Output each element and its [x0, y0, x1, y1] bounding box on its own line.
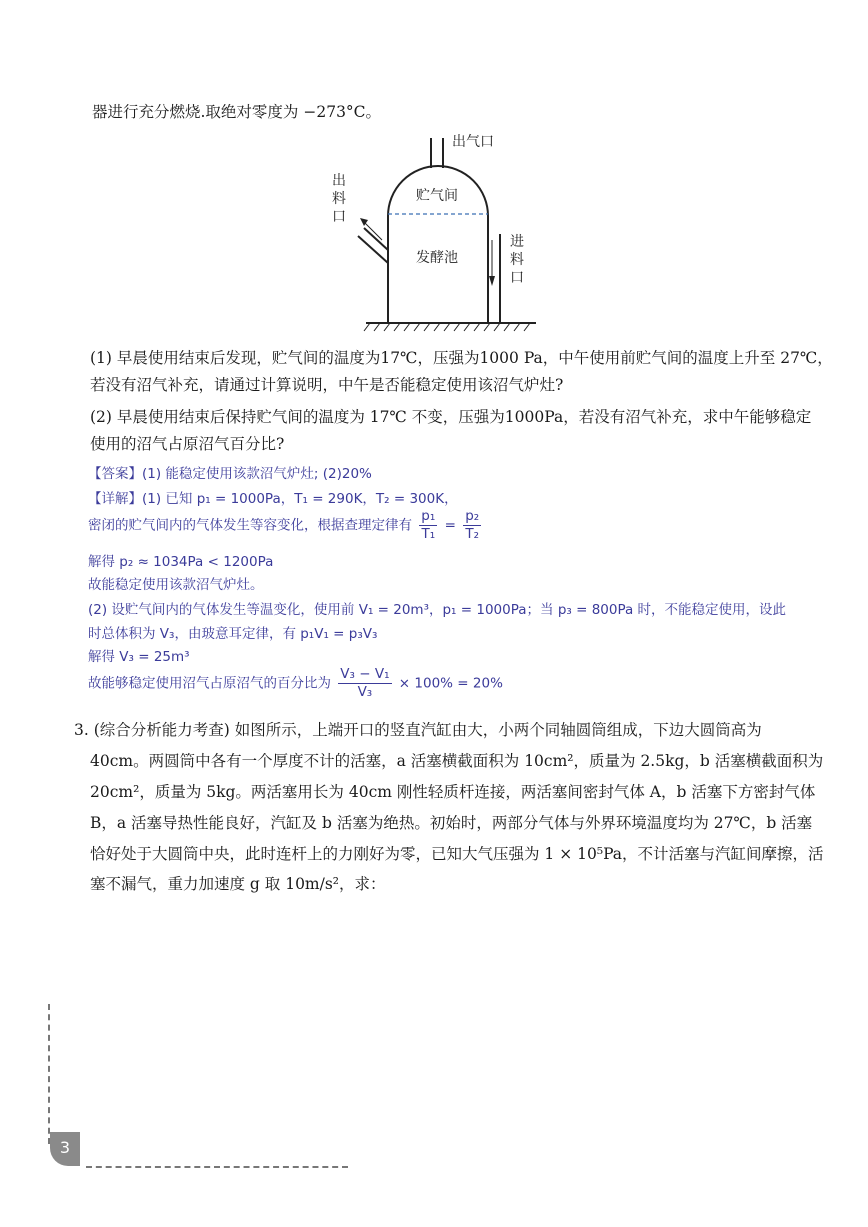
question-line-4: 使用的沼气占原沼气百分比?	[90, 435, 285, 453]
outlet-left-char-1: 出	[332, 173, 346, 189]
answer-line	[88, 462, 372, 482]
answer-text: (1) 能稳定使用该款沼气炉灶; (2)20%	[142, 466, 372, 482]
solution-line-1	[88, 487, 458, 507]
problem3-line-2: 40cm。两圆筒中各有一个厚度不计的活塞，a 活塞横截面积为 10cm²，质量为 2.5kg，b 活塞横截面积为	[90, 752, 824, 770]
charles-law-right-fraction	[463, 508, 481, 543]
answer-tag: 【答案】	[88, 466, 142, 482]
outlet-left-char-3: 口	[332, 209, 346, 225]
solution-line-8	[88, 666, 503, 701]
outlet-top-label: 出气口	[452, 134, 494, 150]
problem3-line-5: 恰好处于大圆筒中央，此时连杆上的力刚好为零，已知大气压强为 1 × 10⁵Pa，不计活塞与汽缸间摩擦，活	[90, 845, 824, 863]
biogas-digester-diagram	[330, 128, 550, 338]
percentage-fraction	[338, 666, 391, 701]
intro-text: 器进行充分燃烧.取绝对零度为 −273°C。	[92, 103, 382, 121]
f2-tail: × 100% = 20%	[398, 675, 503, 692]
storage-label: 贮气间	[416, 188, 458, 204]
f1-num-left: p₁	[421, 508, 436, 524]
problem3-line-6: 塞不漏气，重力加速度 g 取 10m/s²，求：	[90, 875, 386, 893]
question-line-1: (1) 早晨使用结束后发现，贮气间的温度为17℃，压强为1000 Pa，中午使用前贮气间的温度上升至 27℃，	[90, 349, 833, 367]
solution-line-6: 时总体积为 V₃，由玻意耳定律，有 p₁V₁ = p₃V₃	[88, 626, 378, 642]
solution-text-2: 密闭的贮气间内的气体发生等容变化，根据查理定律有	[88, 517, 412, 534]
solution-line-7: 解得 V₃ = 25m³	[88, 649, 190, 665]
inlet-right-char-2: 料	[510, 252, 524, 268]
outlet-left-char-2: 料	[332, 191, 346, 207]
problem3-line-3: 20cm²，质量为 5kg。两活塞用长为 40cm 刚性轻质杆连接，两活塞间密封气体 A，b 活塞下方密封气体	[90, 783, 816, 801]
f1-num-right: p₂	[465, 508, 480, 524]
tank-label: 发酵池	[416, 250, 458, 266]
problem3-line-1: 3. (综合分析能力考查) 如图所示，上端开口的竖直汽缸由大，小两个同轴圆筒组成，下边大圆筒高为	[74, 721, 762, 739]
charles-law-left-fraction	[419, 508, 437, 543]
inlet-right-char-1: 进	[510, 234, 524, 250]
solution-line-2	[88, 508, 484, 543]
solution-text-1: (1) 已知 p₁ = 1000Pa，T₁ = 290K，T₂ = 300K，	[142, 491, 458, 507]
solution-text-8: 故能够稳定使用沼气占原沼气的百分比为	[88, 675, 331, 692]
f2-den: V₃	[357, 684, 373, 700]
solution-line-4: 故能稳定使用该款沼气炉灶。	[88, 577, 264, 593]
page-number: 3	[50, 1132, 80, 1166]
f1-den-right: T₂	[465, 526, 480, 542]
f2-num: V₃ − V₁	[340, 666, 390, 682]
solution-line-5: (2) 设贮气间内的气体发生等温变化，使用前 V₁ = 20m³，p₁ = 1000Pa；当 p₃ = 800Pa 时，不能稳定使用，设此	[88, 602, 787, 618]
margin-dashed-line	[48, 1004, 50, 1144]
inlet-right-char-3: 口	[510, 270, 524, 286]
footer-dashed-line	[86, 1166, 348, 1168]
f1-den-left: T₁	[421, 526, 436, 542]
solution-line-3: 解得 p₂ ≈ 1034Pa < 1200Pa	[88, 554, 274, 570]
question-line-3: (2) 早晨使用结束后保持贮气间的温度为 17℃ 不变，压强为1000Pa，若没有沼气补充，求中午能够稳定	[90, 408, 812, 426]
solution-tag: 【详解】	[88, 491, 142, 507]
question-line-2: 若没有沼气补充，请通过计算说明，中午是否能稳定使用该沼气炉灶?	[90, 376, 564, 394]
problem3-line-4: B，a 活塞导热性能良好，汽缸及 b 活塞为绝热。初始时，两部分气体与外界环境温度均为 27℃，b 活塞	[90, 814, 813, 832]
f1-equals: =	[444, 517, 456, 534]
